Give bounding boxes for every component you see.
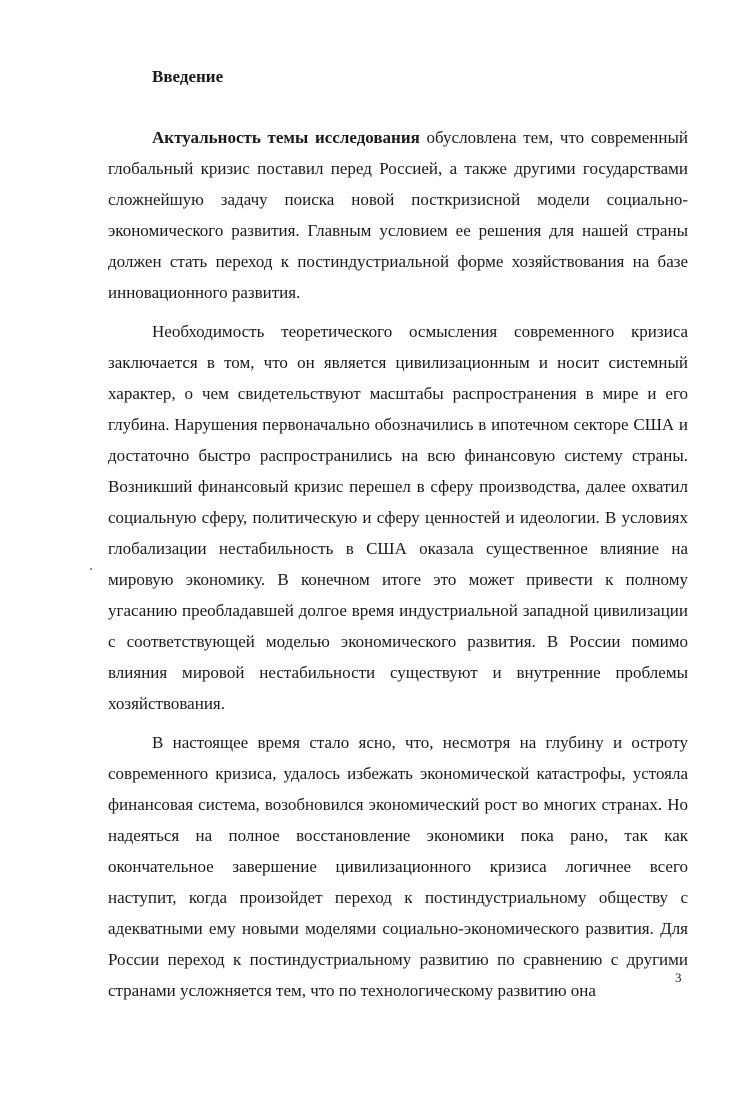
paragraph-text: Необходимость теоретического осмысления современного кризиса заключается в том, что он является цивилизационным и носит системный характер, о чем свидетельствуют масштабы распространения в мире и его глубина. Нарушения первоначально обозначились в ипотечном секторе США и достаточно быстро распространились на всю финансовую систему страны. Возникший финансовый кризис перешел в сферу производства, далее охватил социальную сферу, политическую и сферу ценностей и идеологии. В условиях глобализации нестабильность в США оказала существенное влияние на мировую экономику. В конечном итоге это может привести к полному угасанию преобладавшей долгое время индустриальной западной цивилизации с соответствующей моделью экономического развития. В России помимо влияния мировой нестабильности существуют и внутренние проблемы хозяйствования.: [108, 322, 688, 713]
paragraph-text: В настоящее время стало ясно, что, несмотря на глубину и остроту современного кризиса, удалось избежать экономической катастрофы, устояла финансовая система, возобновился экономический рост во многих странах. Но надеяться на полное восстановление экономики пока рано, так как окончательное завершение цивилизационного кризиса логичнее всего наступит, когда произойдет переход к постиндустриальному обществу с адекватными ему новыми моделями социально-экономического развития. Для России переход к постиндустриальному развитию по сравнению с другими странами усложняется тем, что по технологическому развитию она: [108, 733, 688, 1000]
page-heading: Введение: [152, 67, 224, 86]
paragraph-relevance: [108, 122, 688, 308]
scan-speck: [90, 568, 92, 570]
document-body: [108, 122, 688, 1006]
page-number: 3: [675, 970, 682, 985]
paragraph-current-state: [108, 727, 688, 1006]
paragraph-crisis-analysis: [108, 316, 688, 719]
paragraph-lead: Актуальность темы исследования: [152, 128, 420, 147]
paragraph-text: обусловлена тем, что современный глобальный кризис поставил перед Россией, а также другими государствами сложнейшую задачу поиска новой посткризисной модели социально-экономического развития. Главным условием ее решения для нашей страны должен стать переход к постиндустриальной форме хозяйствования на базе инновационного развития.: [108, 128, 688, 302]
